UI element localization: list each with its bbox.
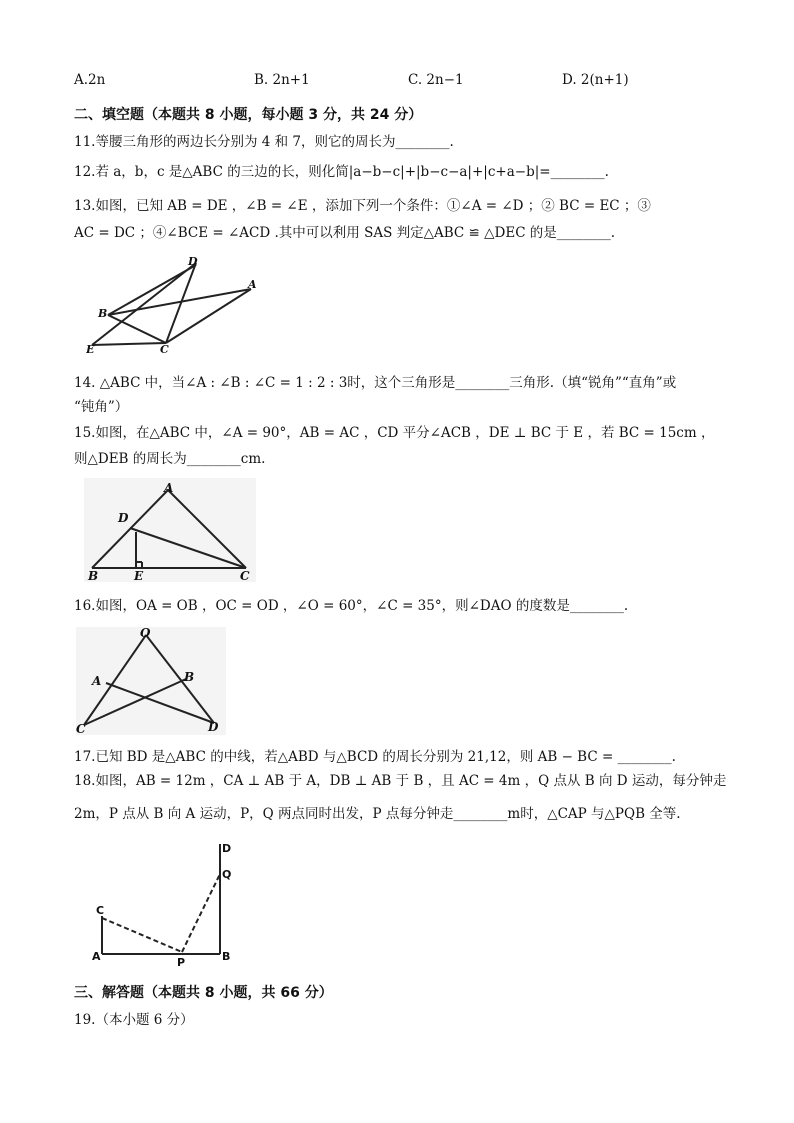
option-a: A.2n (74, 72, 106, 88)
option-b: B. 2n+1 (254, 72, 310, 88)
option-c: C. 2n−1 (408, 72, 464, 88)
question-14-line-1: 14. △ABC 中，当∠A : ∠B : ∠C = 1 : 2 : 3时，这个三角形是________三角形.（填“锐角”“直角”或 (74, 375, 677, 391)
label-p: P (177, 956, 186, 968)
label-d: D (188, 255, 198, 268)
question-15-line-1: 15.如图，在△ABC 中，∠A = 90°，AB = AC ，CD 平分∠ACB ，DE ⊥ BC 于 E ，若 BC = 15cm ， (74, 425, 715, 441)
label-a: A (164, 481, 174, 495)
question-19: 19.（本小题 6 分） (74, 1012, 194, 1028)
label-o: O (140, 627, 151, 640)
question-13-line-1: 13.如图，已知 AB = DE ，∠B = ∠E ，添加下列一个条件：①∠A = ∠D ；② BC = EC ；③ (74, 198, 651, 214)
section-heading-fill-in: 二、填空题（本题共 8 小题，每小题 3 分，共 24 分） (74, 107, 423, 123)
label-b: B (222, 950, 231, 963)
figure-q15 (84, 478, 256, 582)
label-e: E (134, 569, 144, 582)
label-a: A (92, 950, 101, 963)
label-c: C (160, 343, 169, 356)
question-17: 17.已知 BD 是△ABC 的中线，若△ABD 与△BCD 的周长分别为 21,12，则 AB − BC = ________. (74, 749, 676, 765)
question-12: 12.若 a，b，c 是△ABC 的三边的长，则化简|a−b−c|+|b−c−a|+|c+a−b|=________. (74, 164, 609, 180)
question-15-line-2: 则△DEB 的周长为________cm. (74, 451, 266, 467)
question-18-line-1: 18.如图，AB = 12m ，CA ⊥ AB 于 A，DB ⊥ AB 于 B ，且 AC = 4m ，Q 点从 B 向 D 运动，每分钟走 (74, 773, 727, 789)
section-heading-answers: 三、解答题（本题共 8 小题，共 66 分） (74, 985, 333, 1001)
label-c: C (96, 904, 105, 917)
label-b: B (88, 569, 99, 582)
label-b: B (98, 307, 108, 320)
label-c: C (240, 569, 250, 582)
question-18-line-2: 2m，P 点从 B 向 A 运动，P，Q 两点同时出发，P 点每分钟走________m时，△CAP 与△PQB 全等. (74, 806, 681, 822)
question-14-line-2: “钝角”） (74, 399, 129, 415)
label-e: E (86, 343, 95, 356)
label-d: D (222, 842, 232, 855)
label-d: D (118, 511, 129, 525)
label-a: A (248, 278, 257, 291)
option-d: D. 2(n+1) (562, 72, 629, 88)
question-13-line-2: AC = DC ；④∠BCE = ∠ACD .其中可以利用 SAS 判定△ABC ≌ △DEC 的是________. (74, 225, 616, 241)
label-b: B (184, 670, 195, 684)
figure-q16 (76, 627, 226, 735)
question-11: 11.等腰三角形的两边长分别为 4 和 7，则它的周长为________. (74, 134, 454, 150)
label-a: A (92, 674, 102, 688)
label-q: Q (222, 868, 232, 881)
label-d: D (208, 720, 219, 734)
figure-q18 (86, 838, 242, 968)
question-16: 16.如图，OA = OB ，OC = OD ，∠O = 60°，∠C = 35°，则∠DAO 的度数是________. (74, 598, 629, 614)
label-c: C (76, 722, 86, 735)
figure-q13 (86, 255, 266, 357)
